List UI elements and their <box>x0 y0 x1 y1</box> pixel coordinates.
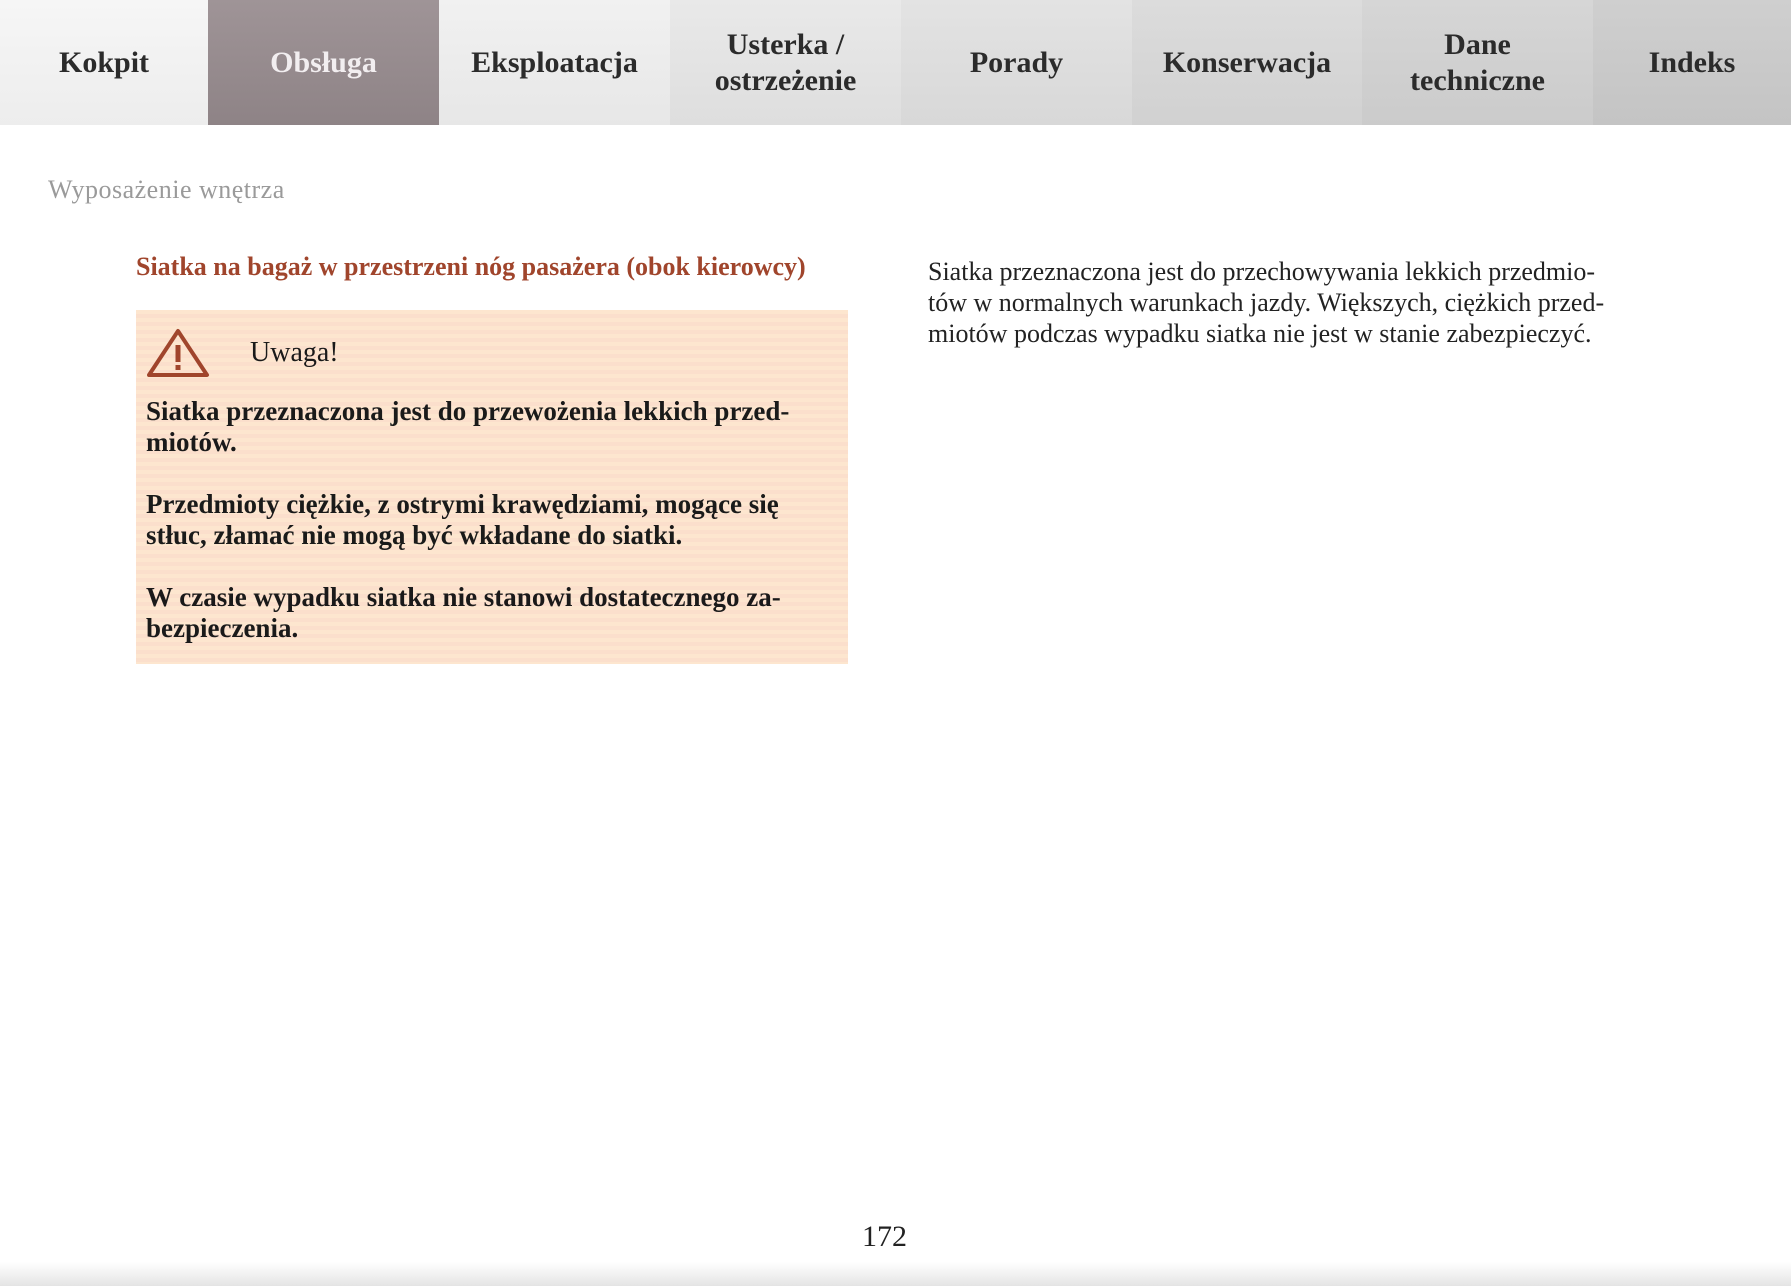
tab-eksploatacja[interactable]: Eksploatacja <box>439 0 670 125</box>
tab-dane-techniczne[interactable]: Dane techniczne <box>1362 0 1593 125</box>
chapter-tab-bar <box>0 0 1791 125</box>
description-text: Siatka przeznaczona jest do przechowywania lekkich przedmio- tów w normalnych warunkach jazdy. Większych, ciężkich przed- miotów podczas wypadku siatka nie jest w stanie zabezpieczyć. <box>928 257 1605 348</box>
warning-header <box>146 328 836 378</box>
warning-title: Uwaga! <box>250 337 339 368</box>
tab-obsluga[interactable]: Obsługa <box>208 0 439 125</box>
warning-paragraph-1: Siatka przeznaczona jest do przewożenia lekkich przed- miotów. <box>146 396 790 457</box>
page-number: 172 <box>862 1220 907 1253</box>
warning-box <box>136 310 848 664</box>
tab-porady[interactable]: Porady <box>901 0 1132 125</box>
warning-paragraph-3: W czasie wypadku siatka nie stanowi dostatecznego za- bezpieczenia. <box>146 582 781 643</box>
warning-triangle-icon <box>146 328 210 378</box>
tab-usterka-ostrzezenie[interactable]: Usterka / ostrzeżenie <box>670 0 901 125</box>
tab-indeks[interactable]: Indeks <box>1593 0 1791 125</box>
tab-kokpit[interactable]: Kokpit <box>0 0 208 125</box>
left-column <box>136 252 848 664</box>
section-header: Wyposażenie wnętrza <box>48 175 285 204</box>
page-bottom-edge <box>0 1262 1791 1286</box>
tab-konserwacja[interactable]: Konserwacja <box>1132 0 1362 125</box>
warning-paragraph-2: Przedmioty ciężkie, z ostrymi krawędziami, mogące się stłuc, złamać nie mogą być wkładane do siatki. <box>146 489 779 550</box>
subsection-title: Siatka na bagaż w przestrzeni nóg pasażera (obok kierowcy) <box>136 252 806 281</box>
